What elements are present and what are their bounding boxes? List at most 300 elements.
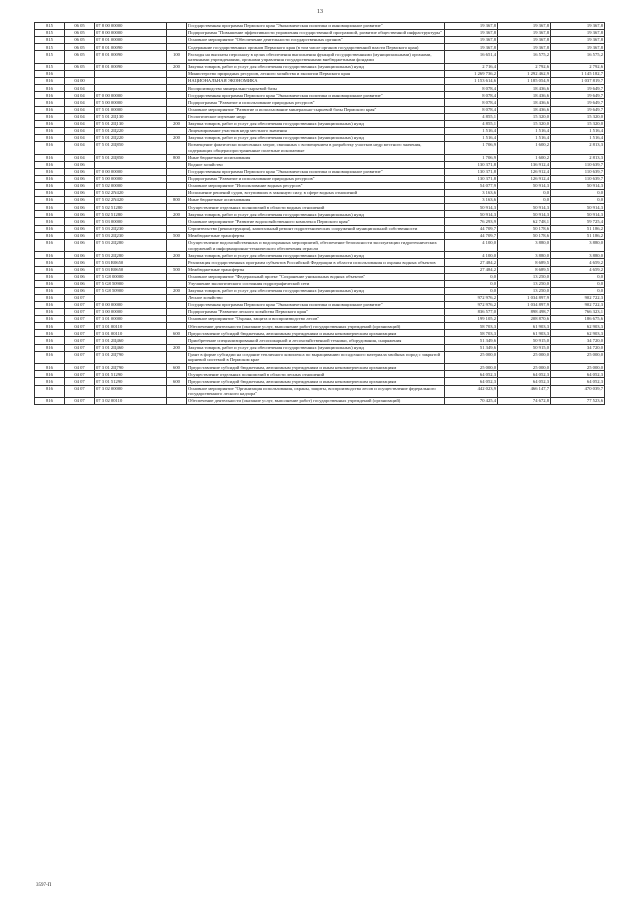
- ministry-code-cell: 816: [35, 273, 65, 280]
- expense-type-cell: [167, 316, 187, 323]
- item-name-cell: Основное мероприятие "Развитие и использование минерально-сырьевой базы Пермского края": [187, 106, 445, 113]
- table-row: [35, 273, 605, 280]
- amount-year2-cell: 1 185 054,9: [498, 78, 551, 85]
- amount-year1-cell: 836 577,0: [445, 309, 498, 316]
- expense-type-cell: [167, 239, 187, 252]
- amount-year2-cell: 50 178,6: [498, 225, 551, 232]
- amount-year2-cell: 18 436,6: [498, 92, 551, 99]
- amount-year1-cell: 3 163,6: [445, 197, 498, 204]
- amount-year3-cell: 2 813,3: [551, 154, 605, 161]
- section-code-cell: 04 07: [65, 398, 95, 405]
- amount-year1-cell: 8 078,4: [445, 106, 498, 113]
- section-code-cell: 04 06: [65, 232, 95, 239]
- table-row: [35, 301, 605, 308]
- amount-year1-cell: 25 000,0: [445, 364, 498, 371]
- amount-year1-cell: 972 976,2: [445, 294, 498, 301]
- expense-type-cell: [167, 44, 187, 51]
- amount-year3-cell: 19 649,7: [551, 106, 605, 113]
- item-name-cell: Министерство природных ресурсов, лесного хозяйства и экологии Пермского края: [187, 71, 445, 78]
- section-code-cell: 04 04: [65, 154, 95, 161]
- amount-year2-cell: 64 052,3: [498, 371, 551, 378]
- amount-year3-cell: 19 367,8: [551, 23, 605, 30]
- amount-year1-cell: 4 100,0: [445, 252, 498, 259]
- ministry-code-cell: 816: [35, 259, 65, 266]
- expense-type-cell: [167, 294, 187, 301]
- item-name-cell: Возмещение фактически понесенных затрат, связанных с возмещением в разработку участков недр местного значения, содержащих общераспространенные полезные ископаемые: [187, 142, 445, 155]
- expense-type-cell: [167, 127, 187, 134]
- amount-year2-cell: 19 367,8: [498, 23, 551, 30]
- amount-year2-cell: 1 600,2: [498, 142, 551, 155]
- ministry-code-cell: 816: [35, 232, 65, 239]
- amount-year3-cell: 1 145 182,7: [551, 71, 605, 78]
- amount-year3-cell: 64 052,3: [551, 378, 605, 385]
- ministry-code-cell: 816: [35, 78, 65, 85]
- amount-year3-cell: 50 914,3: [551, 211, 605, 218]
- ministry-code-cell: 816: [35, 309, 65, 316]
- ministry-code-cell: 816: [35, 127, 65, 134]
- table-row: [35, 99, 605, 106]
- section-code-cell: 04 04: [65, 106, 95, 113]
- target-article-cell: 07 0 00 00000: [95, 301, 167, 308]
- amount-year1-cell: 0,0: [445, 287, 498, 294]
- section-code-cell: 04 04: [65, 92, 95, 99]
- target-article-cell: 07 5 02 2N420: [95, 197, 167, 204]
- amount-year3-cell: 62 903,3: [551, 323, 605, 330]
- expense-type-cell: [167, 23, 187, 30]
- amount-year2-cell: 3 880,0: [498, 252, 551, 259]
- amount-year1-cell: 1 153 614,6: [445, 78, 498, 85]
- target-article-cell: 07 8 00 00000: [95, 30, 167, 37]
- amount-year3-cell: 25 000,0: [551, 364, 605, 371]
- expense-type-cell: [167, 337, 187, 344]
- amount-year2-cell: 898 498,7: [498, 309, 551, 316]
- item-name-cell: Закупка товаров, работ и услуг для обеспечения государственных (муниципальных) нужд: [187, 211, 445, 218]
- ministry-code-cell: 816: [35, 252, 65, 259]
- expense-type-cell: [167, 182, 187, 189]
- item-name-cell: Межбюджетные трансферты: [187, 232, 445, 239]
- ministry-code-cell: 816: [35, 154, 65, 161]
- ministry-code-cell: 816: [35, 113, 65, 120]
- table-row: [35, 127, 605, 134]
- target-article-cell: 07 3 01 00110: [95, 330, 167, 337]
- target-article-cell: 07 3 02 00110: [95, 398, 167, 405]
- amount-year2-cell: 19 367,8: [498, 30, 551, 37]
- section-code-cell: 04 07: [65, 301, 95, 308]
- expense-type-cell: [167, 280, 187, 287]
- target-article-cell: [95, 71, 167, 78]
- expense-type-cell: [167, 113, 187, 120]
- target-article-cell: 07 5 G8 00000: [95, 273, 167, 280]
- expense-type-cell: 500: [167, 266, 187, 273]
- amount-year2-cell: 3 880,0: [498, 239, 551, 252]
- table-row: [35, 92, 605, 99]
- amount-year3-cell: 50 914,3: [551, 182, 605, 189]
- table-row: [35, 134, 605, 141]
- table-row: [35, 280, 605, 287]
- item-name-cell: Обеспечение деятельности (оказание услуг, выполнение работ) государственных учреждений (организаций): [187, 398, 445, 405]
- amount-year2-cell: 0,0: [498, 197, 551, 204]
- page-number: 13: [317, 9, 323, 15]
- amount-year3-cell: 15 320,0: [551, 120, 605, 127]
- target-article-cell: 07 8 00 00000: [95, 23, 167, 30]
- expense-type-cell: [167, 71, 187, 78]
- section-code-cell: 04 07: [65, 330, 95, 337]
- table-row: [35, 154, 605, 161]
- amount-year2-cell: 1 516,4: [498, 127, 551, 134]
- amount-year2-cell: 8 689,5: [498, 266, 551, 273]
- ministry-code-cell: 816: [35, 385, 65, 398]
- amount-year3-cell: 62 903,3: [551, 330, 605, 337]
- section-code-cell: 06 05: [65, 37, 95, 44]
- expense-type-cell: [167, 351, 187, 364]
- target-article-cell: 07 3 01 2Ц460: [95, 337, 167, 344]
- amount-year3-cell: 19 649,7: [551, 85, 605, 92]
- ministry-code-cell: 816: [35, 323, 65, 330]
- section-code-cell: 04 04: [65, 113, 95, 120]
- amount-year1-cell: 130 371,8: [445, 175, 498, 182]
- item-name-cell: Обеспечение деятельности (оказание услуг, выполнение работ) государственных учреждений (организаций): [187, 323, 445, 330]
- amount-year3-cell: 34 720,0: [551, 337, 605, 344]
- expense-type-cell: [167, 323, 187, 330]
- target-article-cell: 07 0 00 00000: [95, 168, 167, 175]
- table-row: [35, 309, 605, 316]
- expense-type-cell: [167, 190, 187, 197]
- amount-year2-cell: 50 915,0: [498, 337, 551, 344]
- amount-year1-cell: 4 855,1: [445, 113, 498, 120]
- amount-year1-cell: 2 716,4: [445, 63, 498, 70]
- section-code-cell: 04 07: [65, 385, 95, 398]
- section-code-cell: 04 04: [65, 99, 95, 106]
- expense-type-cell: [167, 259, 187, 266]
- table-row: [35, 197, 605, 204]
- expense-type-cell: [167, 92, 187, 99]
- item-name-cell: Государственная программа Пермского края "Экономическая политика и инновационное развитие": [187, 168, 445, 175]
- section-code-cell: [65, 71, 95, 78]
- ministry-code-cell: 816: [35, 161, 65, 168]
- section-code-cell: 04 04: [65, 85, 95, 92]
- amount-year1-cell: 8 078,4: [445, 99, 498, 106]
- expense-type-cell: 800: [167, 154, 187, 161]
- table-row: [35, 63, 605, 70]
- amount-year2-cell: 13 250,0: [498, 287, 551, 294]
- section-code-cell: 04 07: [65, 351, 95, 364]
- ministry-code-cell: 816: [35, 197, 65, 204]
- ministry-code-cell: 815: [35, 51, 65, 64]
- table-row: [35, 51, 605, 64]
- section-code-cell: 04 06: [65, 204, 95, 211]
- expense-type-cell: [167, 85, 187, 92]
- amount-year2-cell: 126 912,4: [498, 175, 551, 182]
- amount-year1-cell: 8 078,4: [445, 85, 498, 92]
- item-name-cell: Подпрограмма "Развитие и использование природных ресурсов": [187, 99, 445, 106]
- section-code-cell: 06 05: [65, 63, 95, 70]
- expense-type-cell: [167, 273, 187, 280]
- item-name-cell: Закупка товаров, работ и услуг для обеспечения государственных (муниципальных) нужд: [187, 134, 445, 141]
- ministry-code-cell: 816: [35, 99, 65, 106]
- section-code-cell: 06 05: [65, 51, 95, 64]
- amount-year2-cell: 1 034 897,9: [498, 301, 551, 308]
- target-article-cell: [95, 78, 167, 85]
- amount-year3-cell: 470 039,7: [551, 385, 605, 398]
- amount-year3-cell: 15 320,0: [551, 113, 605, 120]
- amount-year3-cell: 51 186,2: [551, 232, 605, 239]
- section-code-cell: 06 05: [65, 44, 95, 51]
- amount-year2-cell: 18 436,6: [498, 106, 551, 113]
- target-article-cell: 07 5 02 51280: [95, 204, 167, 211]
- amount-year3-cell: 1 516,4: [551, 127, 605, 134]
- amount-year1-cell: 130 371,8: [445, 161, 498, 168]
- amount-year2-cell: 18 436,6: [498, 85, 551, 92]
- target-article-cell: 07 5 G8 50900: [95, 287, 167, 294]
- amount-year3-cell: 0,0: [551, 273, 605, 280]
- amount-year1-cell: 58 703,3: [445, 330, 498, 337]
- amount-year3-cell: 77 523,6: [551, 398, 605, 405]
- amount-year1-cell: 3 163,6: [445, 190, 498, 197]
- target-article-cell: [95, 294, 167, 301]
- section-code-cell: 06 05: [65, 23, 95, 30]
- amount-year1-cell: 16 651,4: [445, 51, 498, 64]
- ministry-code-cell: 815: [35, 44, 65, 51]
- table-row: [35, 344, 605, 351]
- item-name-cell: Предоставление субсидий бюджетным, автономным учреждениям и иным некоммерческим организациям: [187, 330, 445, 337]
- section-code-cell: 04 00: [65, 78, 95, 85]
- target-article-cell: 07 5 G8 50900: [95, 280, 167, 287]
- ministry-code-cell: 816: [35, 364, 65, 371]
- amount-year2-cell: 50 914,3: [498, 204, 551, 211]
- ministry-code-cell: 816: [35, 280, 65, 287]
- item-name-cell: Реализация государственных программ субъектов Российской Федерации в области использования и охраны водных объектов: [187, 259, 445, 266]
- item-name-cell: Подпрограмма "Развитие лесного хозяйства Пермского края": [187, 309, 445, 316]
- amount-year1-cell: 70 425,4: [445, 398, 498, 405]
- ministry-code-cell: 816: [35, 168, 65, 175]
- amount-year1-cell: 1 269 736,2: [445, 71, 498, 78]
- target-article-cell: 07 3 01 2Ц790: [95, 364, 167, 371]
- amount-year1-cell: 8 078,4: [445, 92, 498, 99]
- amount-year2-cell: 50 178,6: [498, 232, 551, 239]
- expense-type-cell: [167, 142, 187, 155]
- target-article-cell: 07 5 01 2Ц850: [95, 142, 167, 155]
- amount-year2-cell: 19 367,8: [498, 44, 551, 51]
- table-row: [35, 294, 605, 301]
- amount-year1-cell: 19 367,8: [445, 30, 498, 37]
- amount-year2-cell: 18 436,6: [498, 99, 551, 106]
- table-row: [35, 266, 605, 273]
- amount-year1-cell: 1 516,4: [445, 134, 498, 141]
- amount-year3-cell: 1 516,4: [551, 134, 605, 141]
- ministry-code-cell: 816: [35, 211, 65, 218]
- item-name-cell: Иные бюджетные ассигнования: [187, 197, 445, 204]
- table-row: [35, 385, 605, 398]
- section-code-cell: 04 07: [65, 323, 95, 330]
- amount-year2-cell: 16 575,2: [498, 51, 551, 64]
- ministry-code-cell: 816: [35, 351, 65, 364]
- table-row: [35, 23, 605, 30]
- amount-year1-cell: 58 703,3: [445, 323, 498, 330]
- expense-type-cell: [167, 385, 187, 398]
- expense-type-cell: [167, 398, 187, 405]
- target-article-cell: 07 3 01 00110: [95, 323, 167, 330]
- section-code-cell: 04 06: [65, 161, 95, 168]
- amount-year3-cell: 0,0: [551, 190, 605, 197]
- ministry-code-cell: 816: [35, 398, 65, 405]
- item-name-cell: Закупка товаров, работ и услуг для обеспечения государственных (муниципальных) нужд: [187, 63, 445, 70]
- amount-year3-cell: 0,0: [551, 197, 605, 204]
- item-name-cell: Межбюджетные трансферты: [187, 266, 445, 273]
- table-row: [35, 44, 605, 51]
- expense-type-cell: 600: [167, 378, 187, 385]
- section-code-cell: 04 07: [65, 344, 95, 351]
- item-name-cell: Государственная программа Пермского края "Экономическая политика и инновационное развитие": [187, 301, 445, 308]
- table-row: [35, 225, 605, 232]
- section-code-cell: 04 06: [65, 273, 95, 280]
- amount-year2-cell: 62 748,1: [498, 218, 551, 225]
- table-row: [35, 204, 605, 211]
- target-article-cell: 07 8 01 00090: [95, 44, 167, 51]
- table-row: [35, 71, 605, 78]
- amount-year3-cell: 25 000,0: [551, 351, 605, 364]
- amount-year1-cell: 54 077,9: [445, 182, 498, 189]
- target-article-cell: 07 5 00 00000: [95, 175, 167, 182]
- expense-type-cell: [167, 161, 187, 168]
- amount-year3-cell: 3 880,0: [551, 239, 605, 252]
- ministry-code-cell: 816: [35, 294, 65, 301]
- target-article-cell: 07 3 00 00000: [95, 309, 167, 316]
- ministry-code-cell: 816: [35, 301, 65, 308]
- budget-table-body: [35, 23, 605, 405]
- section-code-cell: 04 04: [65, 142, 95, 155]
- table-row: [35, 330, 605, 337]
- amount-year1-cell: 4 100,0: [445, 239, 498, 252]
- expense-type-cell: 800: [167, 197, 187, 204]
- amount-year1-cell: 0,0: [445, 280, 498, 287]
- item-name-cell: Расходы на выплаты персоналу в целях обеспечения выполнения функций государственными (муниципальными) органами, казенными учреждениями, органами управления государственными внебюджетными фондами: [187, 51, 445, 64]
- item-name-cell: Лицензирование участков недр местного значения: [187, 127, 445, 134]
- target-article-cell: 07 0 00 00000: [95, 92, 167, 99]
- amount-year1-cell: 1 516,4: [445, 127, 498, 134]
- ministry-code-cell: 815: [35, 63, 65, 70]
- amount-year2-cell: 8 689,5: [498, 259, 551, 266]
- section-code-cell: 04 06: [65, 287, 95, 294]
- budget-table: [34, 22, 605, 405]
- expense-type-cell: [167, 175, 187, 182]
- expense-type-cell: [167, 204, 187, 211]
- ministry-code-cell: 816: [35, 330, 65, 337]
- expense-type-cell: 200: [167, 344, 187, 351]
- section-code-cell: 04 04: [65, 134, 95, 141]
- amount-year3-cell: 19 367,8: [551, 37, 605, 44]
- section-code-cell: 04 07: [65, 316, 95, 323]
- amount-year1-cell: 25 000,0: [445, 351, 498, 364]
- table-row: [35, 161, 605, 168]
- section-code-cell: 04 07: [65, 378, 95, 385]
- amount-year1-cell: 972 976,2: [445, 301, 498, 308]
- expense-type-cell: [167, 218, 187, 225]
- expense-type-cell: 200: [167, 252, 187, 259]
- section-code-cell: 04 07: [65, 371, 95, 378]
- item-name-cell: Осуществление отдельных полномочий в области лесных отношений: [187, 371, 445, 378]
- target-article-cell: 07 3 01 00000: [95, 316, 167, 323]
- expense-type-cell: [167, 106, 187, 113]
- amount-year2-cell: 1 034 897,9: [498, 294, 551, 301]
- ministry-code-cell: 816: [35, 106, 65, 113]
- target-article-cell: 07 5 02 51280: [95, 211, 167, 218]
- item-name-cell: Основное мероприятие "Федеральный проект "Сохранение уникальных водных объектов": [187, 273, 445, 280]
- target-article-cell: 07 5 01 00000: [95, 106, 167, 113]
- amount-year3-cell: 64 052,3: [551, 371, 605, 378]
- section-code-cell: 04 06: [65, 266, 95, 273]
- expense-type-cell: [167, 371, 187, 378]
- amount-year2-cell: 25 000,0: [498, 351, 551, 364]
- ministry-code-cell: 816: [35, 120, 65, 127]
- ministry-code-cell: 815: [35, 30, 65, 37]
- amount-year3-cell: 3 880,0: [551, 252, 605, 259]
- table-row: [35, 364, 605, 371]
- amount-year1-cell: 27 484,2: [445, 259, 498, 266]
- table-row: [35, 252, 605, 259]
- table-row: [35, 106, 605, 113]
- amount-year3-cell: 110 639,7: [551, 168, 605, 175]
- document-footer-code: 3597-П: [36, 883, 52, 888]
- section-code-cell: 04 06: [65, 280, 95, 287]
- table-row: [35, 378, 605, 385]
- target-article-cell: 07 5 03 2Ц280: [95, 252, 167, 259]
- ministry-code-cell: 816: [35, 266, 65, 273]
- section-code-cell: 04 07: [65, 337, 95, 344]
- amount-year1-cell: 50 914,3: [445, 204, 498, 211]
- target-article-cell: 07 3 01 51290: [95, 378, 167, 385]
- target-article-cell: 07 5 01 2Ц220: [95, 134, 167, 141]
- amount-year3-cell: 19 649,7: [551, 92, 605, 99]
- target-article-cell: 07 5 03 R0650: [95, 266, 167, 273]
- ministry-code-cell: 816: [35, 316, 65, 323]
- amount-year3-cell: 0,0: [551, 280, 605, 287]
- table-row: [35, 259, 605, 266]
- item-name-cell: Приобретение специализированной лесопожарной и лесохозяйственной техники, оборудования, снаряжения: [187, 337, 445, 344]
- amount-year1-cell: 1 706,9: [445, 142, 498, 155]
- table-row: [35, 211, 605, 218]
- ministry-code-cell: 816: [35, 239, 65, 252]
- amount-year1-cell: 19 367,8: [445, 37, 498, 44]
- expense-type-cell: [167, 99, 187, 106]
- amount-year2-cell: 25 000,0: [498, 364, 551, 371]
- ministry-code-cell: 816: [35, 225, 65, 232]
- amount-year1-cell: 199 105,2: [445, 316, 498, 323]
- table-row: [35, 168, 605, 175]
- item-name-cell: Подпрограмма "Развитие и использование природных ресурсов": [187, 175, 445, 182]
- amount-year3-cell: 16 575,2: [551, 51, 605, 64]
- section-code-cell: 04 04: [65, 120, 95, 127]
- item-name-cell: Закупка товаров, работ и услуг для обеспечения государственных (муниципальных) нужд: [187, 252, 445, 259]
- item-name-cell: Лесное хозяйство: [187, 294, 445, 301]
- amount-year2-cell: 136 912,4: [498, 161, 551, 168]
- target-article-cell: [95, 85, 167, 92]
- table-row: [35, 398, 605, 405]
- amount-year1-cell: 0,0: [445, 273, 498, 280]
- section-code-cell: 04 06: [65, 239, 95, 252]
- target-article-cell: 07 3 01 2Ц460: [95, 344, 167, 351]
- section-code-cell: 04 06: [65, 218, 95, 225]
- amount-year3-cell: 2 813,3: [551, 142, 605, 155]
- item-name-cell: Грант в форме субсидии на создание тепличного комплекса по выращиванию посадочного материала хвойных пород с закрытой корневой системой в Пермском крае: [187, 351, 445, 364]
- expense-type-cell: 200: [167, 63, 187, 70]
- amount-year2-cell: 1 516,4: [498, 134, 551, 141]
- table-row: [35, 239, 605, 252]
- amount-year2-cell: 2 792,6: [498, 63, 551, 70]
- expense-type-cell: [167, 309, 187, 316]
- ministry-code-cell: 816: [35, 344, 65, 351]
- amount-year2-cell: 19 367,8: [498, 37, 551, 44]
- section-code-cell: 06 05: [65, 30, 95, 37]
